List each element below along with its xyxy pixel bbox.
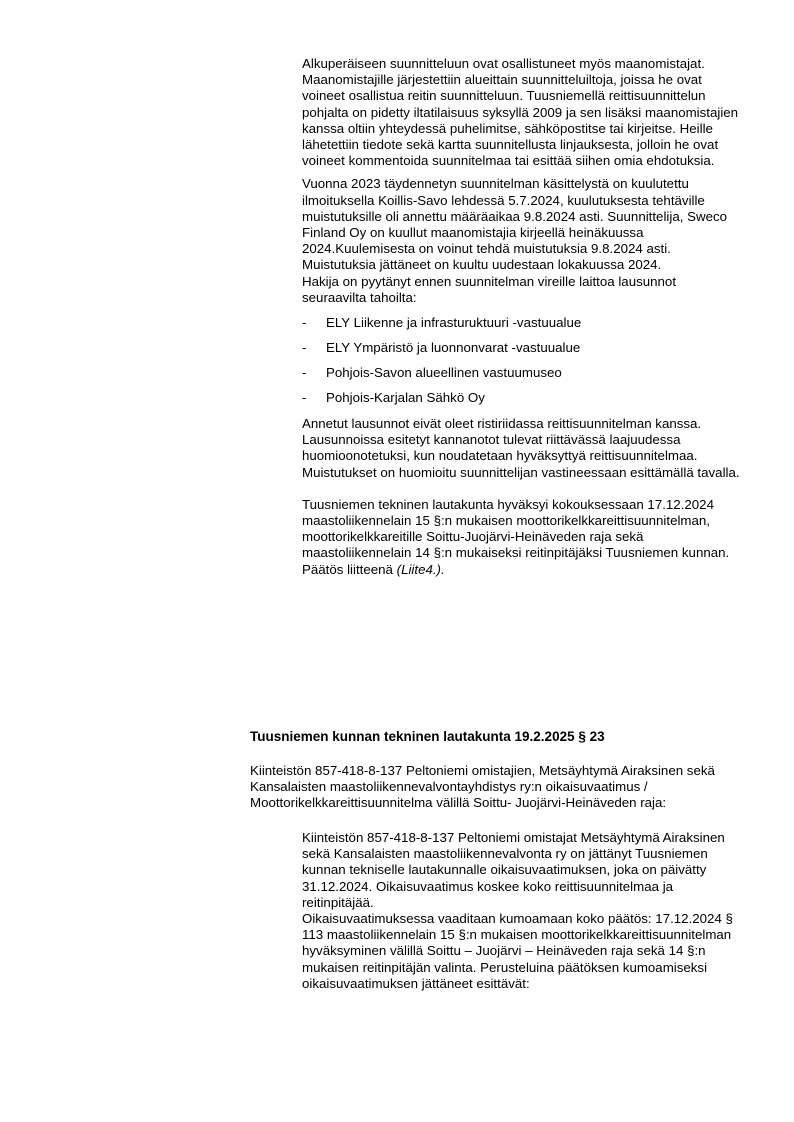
list-item-text: Pohjois-Savon alueellinen vastuumuseo <box>326 365 562 381</box>
paragraph-appeal-demand: Oikaisuvaatimuksessa vaaditaan kumoamaan koko päätös: 17.12.2024 § 113 maastoliikennelain 15 §:n mukaisen moottorikelkkareittisuunnitelman hyväksyminen välillä Soittu – Juojärvi – Heinäveden raja sekä 14 §:n mukaisen reitinpitäjän valinta. Perusteluina päätöksen kumoamiseksi oikaisuvaatimuksen jättäneet esittävät: <box>302 911 733 991</box>
paragraph-board-decision <box>302 497 742 578</box>
list-item <box>302 365 742 390</box>
appeal-title: Kiinteistön 857-418-8-137 Peltoniemi omistajien, Metsäyhtymä Airaksinen sekä Kansalaisten maastoliikennevalvontayhdistys ry:n oikaisuvaatimus / Moottorikelkkareittisuunnitelma välillä Soittu- Juojärvi-Heinäveden raja: <box>250 763 715 811</box>
list-item <box>302 315 742 340</box>
list-dash: - <box>302 340 307 356</box>
section-body-2 <box>302 830 742 999</box>
paragraph-reminders: Muistutukset on huomioitu suunnittelijan vastineessaan esittämällä tavalla. <box>302 464 740 480</box>
list-dash: - <box>302 365 307 381</box>
decision-text: Tuusniemen tekninen lautakunta hyväksyi kokouksessaan 17.12.2024 maastoliikennelain 15 §:n mukaisen moottorikelkkareittisuunnitelman, moottorikelkkareitille Soittu-Juojärvi-Heinäveden raja sekä maastoliikennelain 14 §:n mukaiseksi reitinpitäjäksi Tuusniemen kunnan. Päätös liitteenä <box>302 496 730 577</box>
paragraph-appeal-filed: Kiinteistön 857-418-8-137 Peltoniemi omistajat Metsäyhtymä Airaksinen sekä Kansalaisten maastoliikennevalvonta ry on jättänyt Tuusniemen kunnan tekniselle lautakunnalle oikaisuvaatimuksen, joka on päivätty 31.12.2024. Oikaisuvaatimus koskee koko reittisuunnitelmaa ja reitinpitäjää. <box>302 830 725 910</box>
paragraph-statements-result: Annetut lausunnot eivät oleet ristiriidassa reittisuunnitelman kanssa. Lausunnoissa esitetyt kannanotot tulevat riittävässä laajuudessa huomioonotetuksi, kun noudatetaan hyväksyttyä reittisuunnitelmaa. <box>302 416 702 464</box>
paragraph-supplemented-plan: Vuonna 2023 täydennetyn suunnitelman käsittelystä on kuulutettu ilmoituksella Koillis-Savo lehdessä 5.7.2024, kuulutuksesta tehtäville muistutuksille oli annettu määräaikaa 9.8.2024 asti. Suunnittelija, Sweco Finland Oy on kuullut maanomistajia kirjeellä heinäkuussa 2024.Kuulemisesta on voinut tehdä muistutuksia 9.8.2024 asti. Muistutuksia jättäneet on kuultu uudestaan lokakuussa 2024. <box>302 176 728 273</box>
section-heading: Tuusniemen kunnan tekninen lautakunta 19.2.2025 § 23 <box>250 729 605 744</box>
list-item-text: ELY Liikenne ja infrasturuktuuri -vastuualue <box>326 315 582 331</box>
paragraph-statements-request: Hakija on pyytänyt ennen suunnitelman vireille laittoa lausunnot seuraavilta tahoilta: <box>302 273 677 305</box>
list-item <box>302 390 742 415</box>
list-item-text: Pohjois-Karjalan Sähkö Oy <box>326 390 485 406</box>
list-item-text: ELY Ympäristö ja luonnonvarat -vastuualue <box>326 340 581 356</box>
statement-list <box>302 315 742 415</box>
list-dash: - <box>302 390 307 406</box>
appendix-reference: (Liite4.). <box>396 561 445 577</box>
paragraph-original-planning: Alkuperäiseen suunnitteluun ovat osallistuneet myös maanomistajat. Maanomistajille järjestettiin alueittain suunnitteluiltoja, joissa he ovat voineet osallistua reitin suunnitteluun. Tuusniemellä reittisuunnittelun pohjalta on pidetty iltatilaisuus syksyllä 2009 ja sen lisäksi maanomistajien kanssa oltiin yhteydessä puhelimitse, sähköpostitse tai kirjeitse. Heille lähetettiin tiedote sekä kartta suunnitellusta linjauksesta, jolloin he ovat voineet kommentoida suunnitelmaa tai esittää siihen omia ehdotuksia. <box>302 56 739 169</box>
section-body-1 <box>302 56 742 585</box>
list-item <box>302 340 742 365</box>
list-dash: - <box>302 315 307 331</box>
